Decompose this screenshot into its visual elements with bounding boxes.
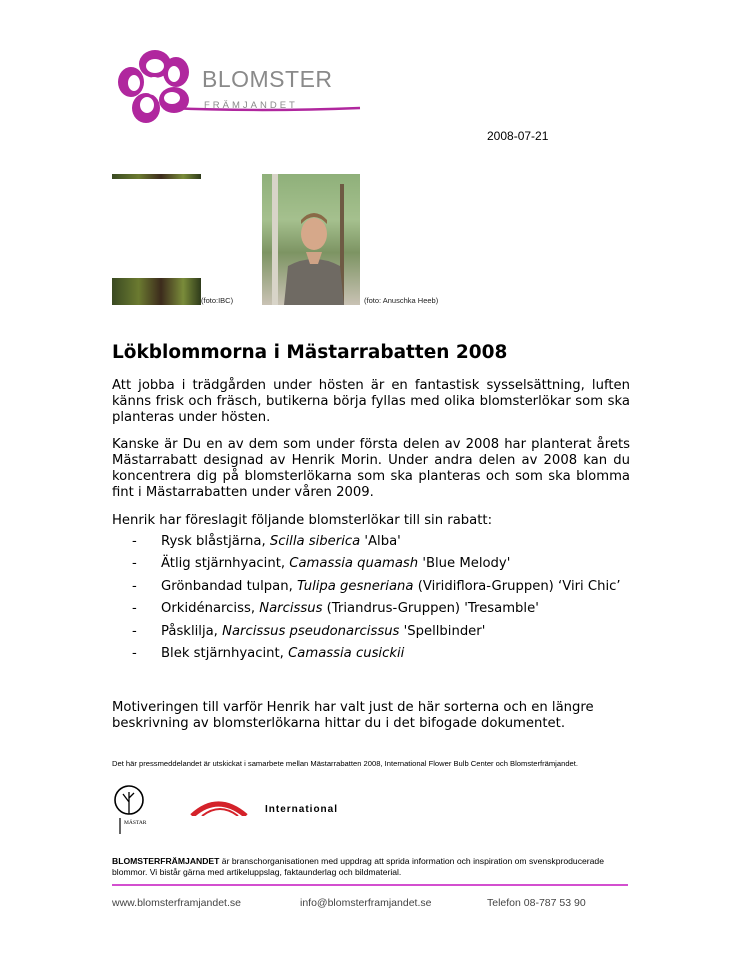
mastarrabatten-logo	[110, 784, 150, 834]
article-title: Lökblommorna i Mästarrabatten 2008	[112, 342, 508, 363]
tree-logo-icon	[110, 784, 150, 834]
photo-flowers-top-strip	[112, 174, 201, 179]
bullet-dash: -	[132, 534, 137, 549]
photo-credit-ibc: (foto:IBC)	[201, 296, 234, 305]
organisation-description: BLOMSTERFRÄMJANDET är branschorganisationen med uppdrag att sprida information och inspiration om svenskproducerade blommor. Vi bistår gärna med artikeluppslag, faktaunderlag och bildmaterial.	[112, 856, 604, 877]
ibc-logo-text: International	[265, 804, 339, 815]
list-item: - Blek stjärnhyacint, Camassia cusickii	[112, 646, 632, 668]
ibc-logo	[190, 800, 370, 816]
photo-henrik-morin	[262, 174, 360, 305]
footer-phone: Telefon 08-787 53 90	[487, 897, 586, 909]
document-date: 2008-07-21	[487, 129, 549, 143]
footer-email[interactable]: info@blomsterframjandet.se	[300, 897, 432, 909]
bullet-dash: -	[132, 645, 137, 661]
footer-divider	[112, 884, 628, 886]
paragraph-intro: Att jobba i trädgården under hösten är en fantastisk sysselsättning, luften känns frisk och fräsch, butikerna börja fyllas med olika blomsterlökar som ska planteras under hösten.	[112, 378, 630, 425]
footer-website[interactable]: www.blomsterframjandet.se	[112, 897, 241, 909]
list-item: - Påsklilja, Narcissus pseudonarcissus 'Spellbinder'	[112, 624, 632, 646]
bullet-dash: -	[132, 623, 137, 639]
mastar-logo-text: MÄSTAR	[124, 820, 147, 826]
paragraph-suggestions: Henrik har föreslagit följande blomsterlökar till sin rabatt:	[112, 513, 493, 528]
organisation-name: BLOMSTERFRÄMJANDET	[112, 856, 220, 866]
bullet-dash: -	[132, 601, 137, 617]
logo-title: BLOMSTER	[202, 66, 333, 92]
photo-flowers	[112, 278, 201, 305]
paragraph-mastarrabatt: Kanske är Du en av dem som under första delen av 2008 har planterat årets Mästarrabatt designad av Henrik Morin. Under andra delen av 2008 kan du koncentrera dig på blomsterlökarna som ska planteras och som ska blomma fint i Mästarrabatten under våren 2009.	[112, 437, 630, 500]
bullet-dash: -	[132, 578, 137, 594]
list-item: - Ätlig stjärnhyacint, Camassia quamash 'Blue Melody'	[112, 556, 632, 578]
list-item: - Orkidénarciss, Narcissus (Triandrus-Gruppen) 'Tresamble'	[112, 601, 632, 623]
ibc-emblem-icon	[190, 800, 250, 816]
partner-note: Det här pressmeddelandet är utskickat i samarbete mellan Mästarrabatten 2008, International Flower Bulb Center och Blomsterfrämjandet.	[112, 759, 578, 768]
bullet-dash: -	[132, 556, 137, 572]
photo-credit-anuschka: (foto: Anuschka Heeb)	[364, 296, 439, 305]
list-item: - Grönbandad tulpan, Tulipa gesneriana (Viridiflora-Gruppen) ‘Viri Chic’	[112, 579, 632, 601]
list-item: - Rysk blåstjärna, Scilla siberica 'Alba'	[112, 534, 632, 556]
person-photo-icon	[262, 174, 360, 305]
logo-subtitle: FRÄMJANDET	[204, 100, 298, 111]
paragraph-motivation: Motiveringen till varför Henrik har valt just de här sorterna och en längre beskrivning av blomsterlökarna hittar du i det bifogade dokumentet.	[112, 700, 594, 731]
bulb-list	[112, 534, 632, 668]
